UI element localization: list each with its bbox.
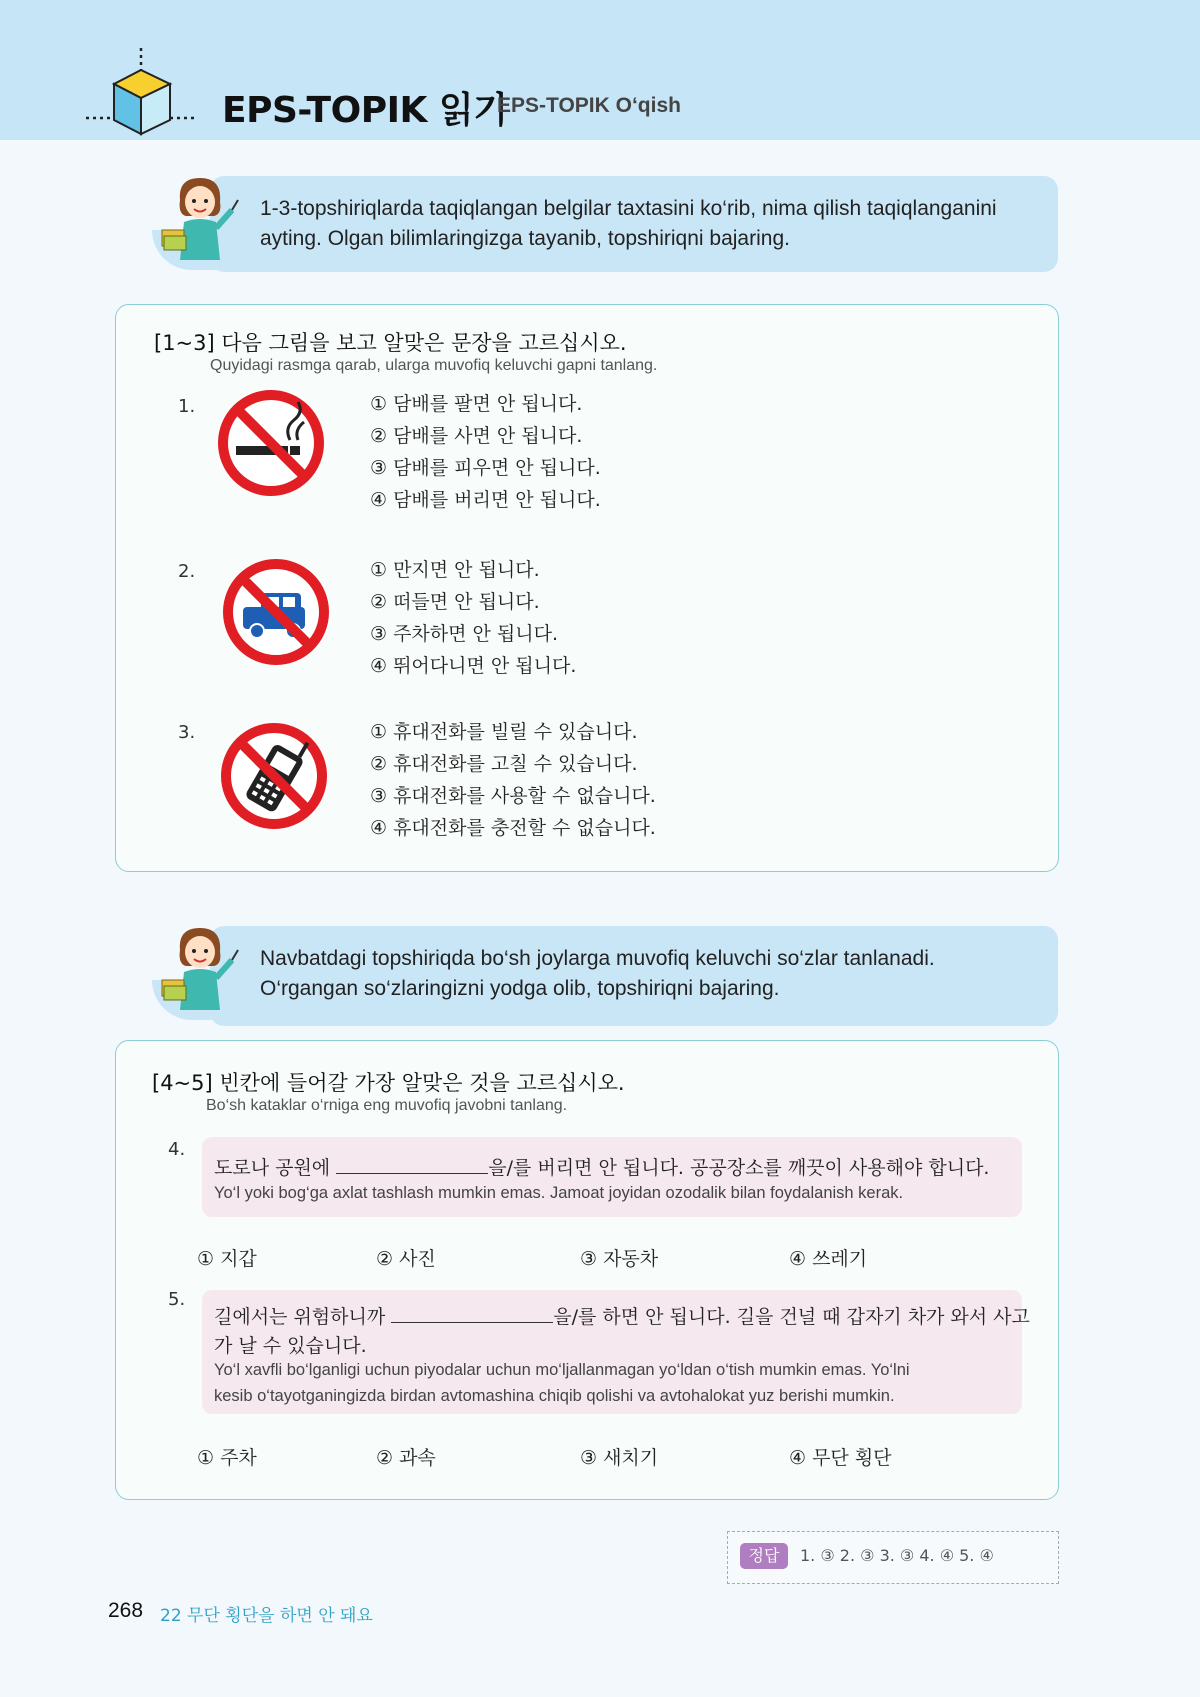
question-text-ko — [214, 1302, 1030, 1329]
option[interactable]: ① 만지면 안 됩니다. — [370, 559, 540, 581]
page-title: EPS-TOPIK 읽기 — [222, 90, 508, 131]
question-number: 4. — [168, 1139, 186, 1160]
question-text-uz: Yo‘l xavfli bo‘lganligi uchun piyodalar uchun mo‘ljallanmagan yo‘ldan o‘tish mumkin emas. Yo‘lni — [214, 1361, 910, 1379]
question-box — [202, 1137, 1022, 1217]
answer-label: 정답 — [740, 1543, 788, 1569]
intro-bubble — [210, 176, 1058, 272]
choice[interactable]: ③ 새치기 — [580, 1447, 659, 1469]
question-box — [202, 1290, 1030, 1414]
options-list — [370, 554, 576, 682]
option[interactable]: ② 떠들면 안 됩니다. — [370, 591, 540, 613]
option[interactable]: ④ 휴대전화를 충전할 수 없습니다. — [370, 817, 656, 839]
teacher-icon — [158, 170, 242, 270]
question-text-uz: Yo‘l yoki bog‘ga axlat tashlash mumkin emas. Jamoat joyidan ozodalik bilan foydalanish kerak. — [214, 1184, 904, 1202]
option[interactable]: ③ 휴대전화를 사용할 수 없습니다. — [370, 785, 656, 807]
choice[interactable]: ④ 무단 횡단 — [789, 1447, 892, 1469]
question-number: 2. — [178, 561, 196, 582]
intro-line: Navbatdagi topshiriqda bo‘sh joylarga muvofiq keluvchi so‘zlar tanlanadi. — [260, 947, 935, 970]
option[interactable]: ④ 담배를 버리면 안 됩니다. — [370, 489, 601, 511]
no-smoking-icon — [216, 388, 326, 498]
question-text-part: 을/를 버리면 안 됩니다. 공공장소를 깨끗이 사용해야 합니다. — [488, 1157, 990, 1179]
question-number: 5. — [168, 1289, 186, 1310]
teacher-icon — [158, 920, 242, 1020]
choice[interactable]: ② 과속 — [376, 1447, 436, 1469]
intro-line: ayting. Olgan bilimlaringizga tayanib, topshiriqni bajaring. — [260, 227, 790, 250]
blank-field — [336, 1155, 488, 1174]
option[interactable]: ② 담배를 사면 안 됩니다. — [370, 425, 583, 447]
question-text-ko: 가 날 수 있습니다. — [214, 1335, 367, 1357]
intro-line: 1-3-topshiriqlarda taqiqlangan belgilar taxtasini ko‘rib, nima qilish taqiqlanganini — [260, 197, 997, 220]
options-list — [370, 716, 656, 844]
page-number: 268 — [108, 1599, 144, 1622]
question-text-part: 길에서는 위험하니까 — [214, 1306, 392, 1328]
page-subtitle: EPS-TOPIK O‘qish — [497, 94, 681, 117]
intro-text — [260, 194, 1042, 254]
question-text-part: 을/를 하면 안 됩니다. 길을 건널 때 갑자기 차가 와서 사고 — [553, 1306, 1030, 1328]
instruction-ko: [4~5] 빈칸에 들어갈 가장 알맞은 것을 고르십시오. — [152, 1071, 625, 1095]
option[interactable]: ① 휴대전화를 빌릴 수 있습니다. — [370, 721, 638, 743]
intro-line: O‘rgangan so‘zlaringizni yodga olib, topshiriqni bajaring. — [260, 977, 780, 1000]
instruction-uz: Bo‘sh kataklar o‘rniga eng muvofiq javobni tanlang. — [206, 1097, 568, 1114]
no-parking-icon — [221, 557, 331, 667]
chapter-title: 22 무단 횡단을 하면 안 돼요 — [160, 1606, 373, 1626]
intro-bubble — [210, 926, 1058, 1026]
instruction-uz: Quyidagi rasmga qarab, ularga muvofiq keluvchi gapni tanlang. — [210, 357, 658, 374]
question-text-part: 도로나 공원에 — [214, 1157, 337, 1179]
question-text-uz: kesib o‘tayotganingizda birdan avtomashina chiqib qolishi va avtohalokat yuz berishi mumkin. — [214, 1387, 895, 1405]
instruction-ko: [1~3] 다음 그림을 보고 알맞은 문장을 고르십시오. — [154, 331, 627, 355]
option[interactable]: ③ 담배를 피우면 안 됩니다. — [370, 457, 601, 479]
question-text-ko — [214, 1153, 989, 1180]
option[interactable]: ② 휴대전화를 고칠 수 있습니다. — [370, 753, 638, 775]
intro-text — [260, 944, 1042, 1004]
choice[interactable]: ① 주차 — [197, 1447, 257, 1469]
question-number: 3. — [178, 722, 196, 743]
option[interactable]: ③ 주차하면 안 됩니다. — [370, 623, 559, 645]
option[interactable]: ④ 뛰어다니면 안 됩니다. — [370, 655, 577, 677]
answer-text: 1. ③ 2. ③ 3. ③ 4. ④ 5. ④ — [800, 1546, 994, 1565]
option[interactable]: ① 담배를 팔면 안 됩니다. — [370, 393, 583, 415]
cube-icon — [86, 48, 206, 138]
choice[interactable]: ② 사진 — [376, 1248, 436, 1270]
choice[interactable]: ④ 쓰레기 — [789, 1248, 868, 1270]
question-number: 1. — [178, 396, 196, 417]
options-list — [370, 388, 601, 516]
choice[interactable]: ① 지갑 — [197, 1248, 257, 1270]
choice[interactable]: ③ 자동차 — [580, 1248, 659, 1270]
no-phone-icon — [219, 721, 329, 831]
answer-key — [727, 1531, 1059, 1584]
blank-field — [391, 1304, 553, 1323]
